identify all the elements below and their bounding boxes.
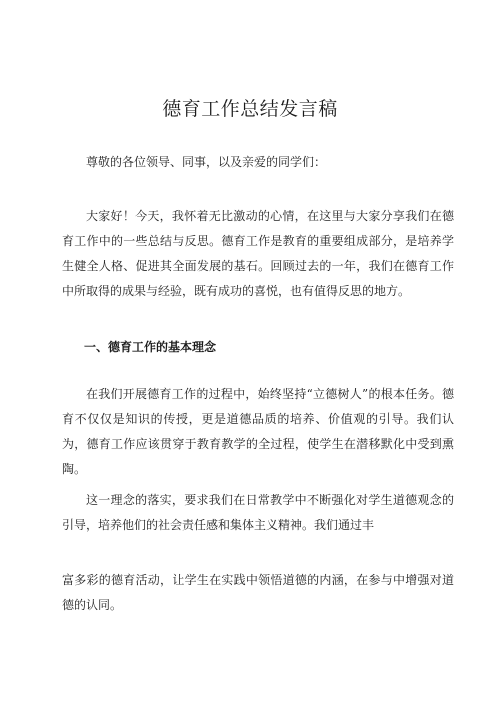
document-title: 德育工作总结发言稿 [162,98,338,120]
section-paragraph-1: 在我们开展德育工作的过程中，始终坚持“立德树人”的根本任务。德育不仅仅是知识的传授，更是道德品质的培养、价值观的引导。我们认为，德育工作应该贯穿于教育教学的全过程，使学生在潜移默化中受到熏陶。 [62,387,454,476]
section-paragraph-2: 这一理念的落实，要求我们在日常教学中不断强化对学生道德观念的引导，培养他们的社会责任感和集体主义精神。我们通过丰 [62,493,454,532]
section-heading: 一、德育工作的基本理念 [84,340,217,354]
intro-paragraph: 大家好！今天，我怀着无比激动的心情，在这里与大家分享我们在德育工作中的一些总结与反思。德育工作是教育的重要组成部分，是培养学生健全人格、促进其全面发展的基石。回顾过去的一年，我们在德育工作中所取得的成果与经验，既有成功的喜悦，也有值得反思的地方。 [62,209,454,298]
section-paragraph-3: 富多彩的德育活动，让学生在实践中领悟道德的内涵，在参与中增强对道德的认同。 [62,573,454,612]
greeting-paragraph: 尊敬的各位领导、同事，以及亲爱的同学们： [86,155,327,169]
